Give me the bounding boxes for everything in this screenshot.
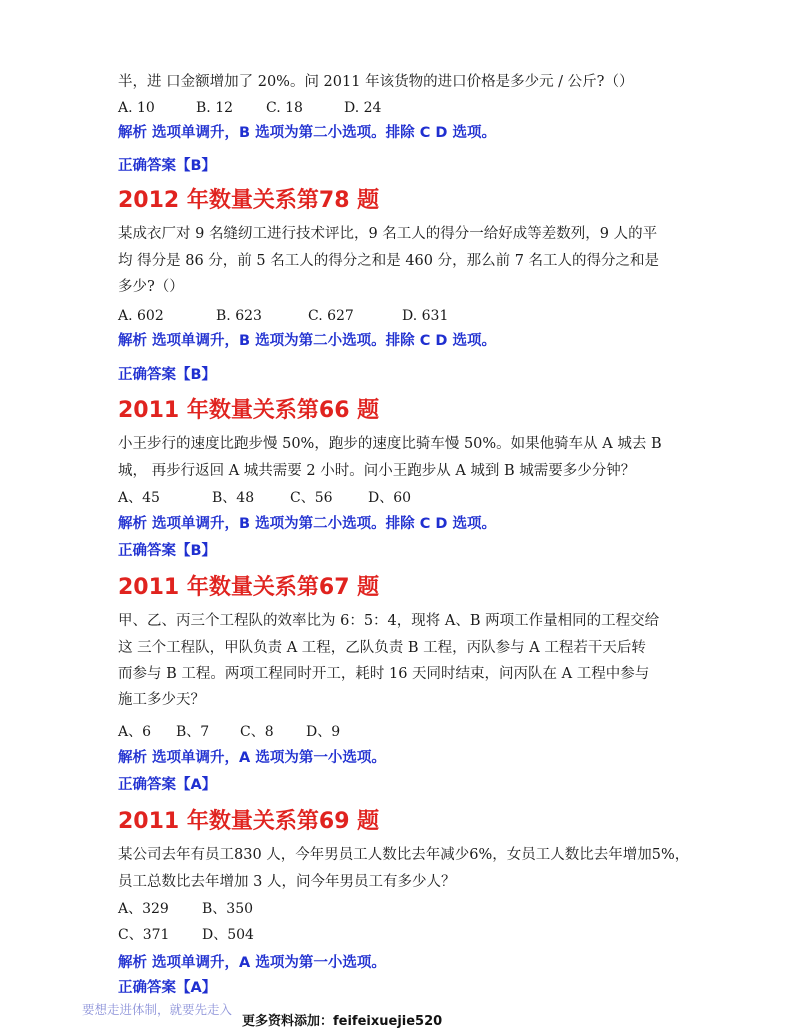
- analysis-text: 解析 选项单调升，A 选项为第一小选项。: [118, 750, 386, 766]
- correct-answer: 正确答案【B】: [118, 158, 217, 174]
- option-d: D. 24: [344, 100, 382, 116]
- question-text: 员工总数比去年增加 3 人，问今年男员工有多少人？: [118, 874, 456, 890]
- option-a: A. 10: [118, 100, 155, 116]
- option-c: C、56: [290, 490, 333, 506]
- option-b: B、7: [176, 724, 210, 740]
- option-a: A、329: [118, 901, 169, 917]
- option-a: A. 602: [118, 308, 164, 324]
- footer-contact-text: 更多资料添加：feifeixuejie520: [242, 1014, 443, 1029]
- question-text: 小王步行的速度比跑步慢 50%，跑步的速度比骑车慢 50%。如果他骑车从 A 城去 B: [118, 436, 662, 452]
- analysis-text: 解析 选项单调升，B 选项为第二小选项。排除 C D 选项。: [118, 333, 496, 349]
- correct-answer: 正确答案【A】: [118, 980, 217, 996]
- option-a: A、45: [118, 490, 160, 506]
- question-heading: 2011 年数量关系第69 题: [118, 809, 380, 834]
- question-text: 半，进 口金额增加了 20%。问 2011 年该货物的进口价格是多少元 / 公斤?（）: [118, 74, 634, 90]
- option-d: D、60: [368, 490, 412, 506]
- question-text: 而参与 B 工程。两项工程同时开工，耗时 16 天同时结束，问丙队在 A 工程中参与: [118, 666, 650, 682]
- option-d: D. 631: [402, 308, 449, 324]
- question-text: 某成衣厂对 9 名缝纫工进行技术评比，9 名工人的得分一给好成等差数列，9 人的平: [118, 226, 658, 242]
- analysis-text: 解析 选项单调升，B 选项为第二小选项。排除 C D 选项。: [118, 516, 496, 532]
- question-text: 这 三个工程队，甲队负责 A 工程，乙队负责 B 工程，丙队参与 A 工程若干天后转: [118, 640, 646, 656]
- option-d: D、504: [202, 927, 254, 943]
- footer-watermark-text: 要想走进体制，就要先走入: [82, 1002, 233, 1017]
- correct-answer: 正确答案【B】: [118, 367, 217, 383]
- option-b: B. 623: [216, 308, 262, 324]
- option-b: B、48: [212, 490, 255, 506]
- option-c: C. 627: [308, 308, 354, 324]
- question-text: 均 得分是 86 分，前 5 名工人的得分之和是 460 分，那么前 7 名工人的得分之和是: [118, 253, 660, 269]
- question-text: 某公司去年有员工830 人，今年男员工人数比去年减少6%，女员工人数比去年增加5%，: [118, 847, 690, 863]
- option-b: B、350: [202, 901, 254, 917]
- analysis-text: 解析 选项单调升，B 选项为第二小选项。排除 C D 选项。: [118, 125, 496, 141]
- option-c: C、8: [240, 724, 274, 740]
- option-d: D、9: [306, 724, 341, 740]
- analysis-text: 解析 选项单调升，A 选项为第一小选项。: [118, 955, 386, 971]
- question-text: 城， 再步行返回 A 城共需要 2 小时。问小王跑步从 A 城到 B 城需要多少分钟？: [118, 463, 636, 479]
- option-b: B. 12: [196, 100, 234, 116]
- option-a: A、6: [118, 724, 152, 740]
- question-heading: 2011 年数量关系第67 题: [118, 575, 380, 600]
- question-text: 甲、乙、丙三个工程队的效率比为 6：5：4，现将 A、B 两项工作量相同的工程交给: [118, 613, 660, 629]
- correct-answer: 正确答案【B】: [118, 543, 217, 559]
- option-c: C. 18: [266, 100, 303, 116]
- question-heading: 2012 年数量关系第78 题: [118, 188, 380, 213]
- correct-answer: 正确答案【A】: [118, 777, 217, 793]
- question-text: 多少?（）: [118, 279, 184, 295]
- question-heading: 2011 年数量关系第66 题: [118, 398, 380, 423]
- option-c: C、371: [118, 927, 170, 943]
- question-text: 施工多少天？: [118, 692, 205, 708]
